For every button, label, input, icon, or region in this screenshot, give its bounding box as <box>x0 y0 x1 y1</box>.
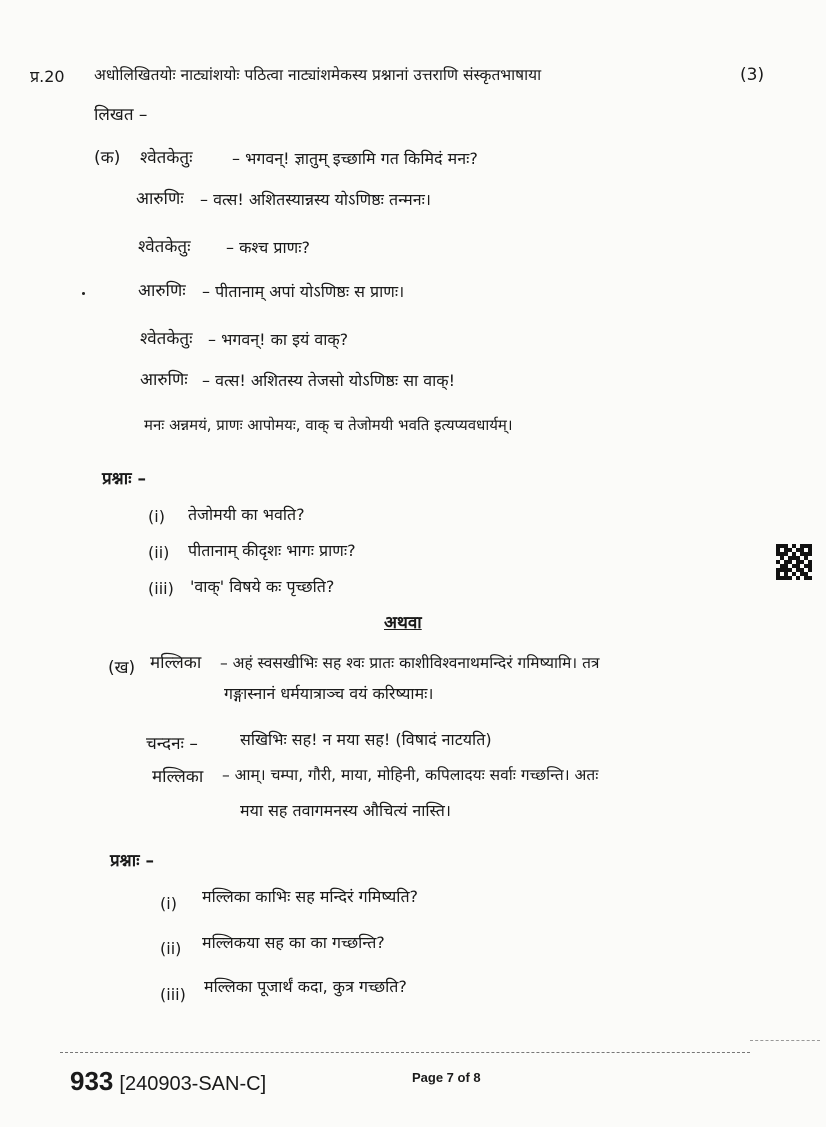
dialogue-text: – कश्च प्राणः? <box>226 238 310 257</box>
dialogue-speaker: आरुणिः <box>136 189 184 209</box>
dialogue-text: – वत्स! अशितस्य तेजसो योऽणिष्ठः सा वाक्! <box>202 371 456 390</box>
question-text: पीतानाम् कीदृशः भागः प्राणः? <box>188 541 356 560</box>
question-text: मल्लिका काभिः सह मन्दिरं गमिष्यति? <box>202 887 419 906</box>
question-num: (i) <box>148 507 165 526</box>
footer-divider <box>60 1052 750 1053</box>
dialogue-speaker: श्वेतकेतुः <box>140 148 193 168</box>
footer-divider-right <box>750 1040 820 1041</box>
dialogue-speaker: आरुणिः <box>140 370 188 390</box>
dialogue-speaker: मल्लिका <box>152 767 204 787</box>
part-kh-questions-heading: प्रश्नाः – <box>110 851 154 871</box>
dialogue-text: सखिभिः सह! न मया सह! (विषादं नाटयति) <box>240 730 492 749</box>
part-kh-label: (ख) <box>108 658 136 678</box>
dialogue-text: – पीतानाम् अपां योऽणिष्ठः स प्राणः। <box>202 282 405 301</box>
dialogue-text-cont: गङ्गास्नानं धर्मयात्राञ्च वयं करिष्यामः। <box>224 684 434 703</box>
or-label: अथवा <box>384 613 422 633</box>
question-text: तेजोमयी का भवति? <box>188 505 305 524</box>
question-text: 'वाक्' विषये कः पृच्छति? <box>190 577 335 596</box>
question-text: मल्लिका पूजार्थं कदा, कुत्र गच्छति? <box>204 977 407 996</box>
qr-code-icon <box>776 544 812 580</box>
question-num: (ii) <box>160 939 182 958</box>
dialogue-text: – भगवन्! का इयं वाक्? <box>208 330 349 349</box>
paper-code-id: [240903-SAN-C] <box>119 1073 267 1095</box>
dialogue-speaker: चन्दनः – <box>146 734 198 754</box>
dialogue-text: – भगवन्! ज्ञातुम् इच्छामि गत किमिदं मनः? <box>232 149 478 168</box>
paper-code-number: 933 <box>70 1066 114 1096</box>
stray-dot <box>82 292 85 295</box>
part-k-closing: मनः अन्नमयं, प्राणः आपोमयः, वाक् च तेजोमयी भवति इत्यप्यवधार्यम्। <box>144 416 513 434</box>
question-instruction-line2: लिखत – <box>94 105 148 125</box>
dialogue-speaker: श्वेतकेतुः <box>140 329 193 349</box>
dialogue-speaker: मल्लिका <box>150 653 202 673</box>
question-num: (iii) <box>148 579 174 598</box>
dialogue-speaker: श्वेतकेतुः <box>138 237 191 257</box>
paper-code <box>70 1066 266 1097</box>
dialogue-text: – आम्। चम्पा, गौरी, माया, मोहिनी, कपिलादयः सर्वाः गच्छन्ति। अतः <box>222 766 599 784</box>
dialogue-text: – अहं स्वसखीभिः सह श्वः प्रातः काशीविश्वनाथमन्दिरं गमिष्यामि। तत्र <box>220 654 600 672</box>
dialogue-speaker: आरुणिः <box>138 281 186 301</box>
part-k-questions-heading: प्रश्नाः – <box>102 469 146 489</box>
part-k-label: (क) <box>94 148 121 168</box>
question-num: (i) <box>160 894 177 913</box>
question-instruction-line1: अधोलिखितयोः नाट्यांशयोः पठित्वा नाट्यांशमेकस्य प्रश्नानां उत्तराणि संस्कृतभाषाया <box>94 66 542 84</box>
question-num: (ii) <box>148 543 170 562</box>
dialogue-text-cont: मया सह तवागमनस्य औचित्यं नास्ति। <box>240 801 451 820</box>
question-number: प्र.20 <box>30 67 65 86</box>
question-marks: (3) <box>740 65 765 85</box>
page-number: Page 7 of 8 <box>412 1070 481 1085</box>
question-num: (iii) <box>160 985 186 1004</box>
dialogue-text: – वत्स! अशितस्यान्नस्य योऽणिष्ठः तन्मनः। <box>200 190 431 209</box>
question-text: मल्लिकया सह का का गच्छन्ति? <box>202 933 385 952</box>
